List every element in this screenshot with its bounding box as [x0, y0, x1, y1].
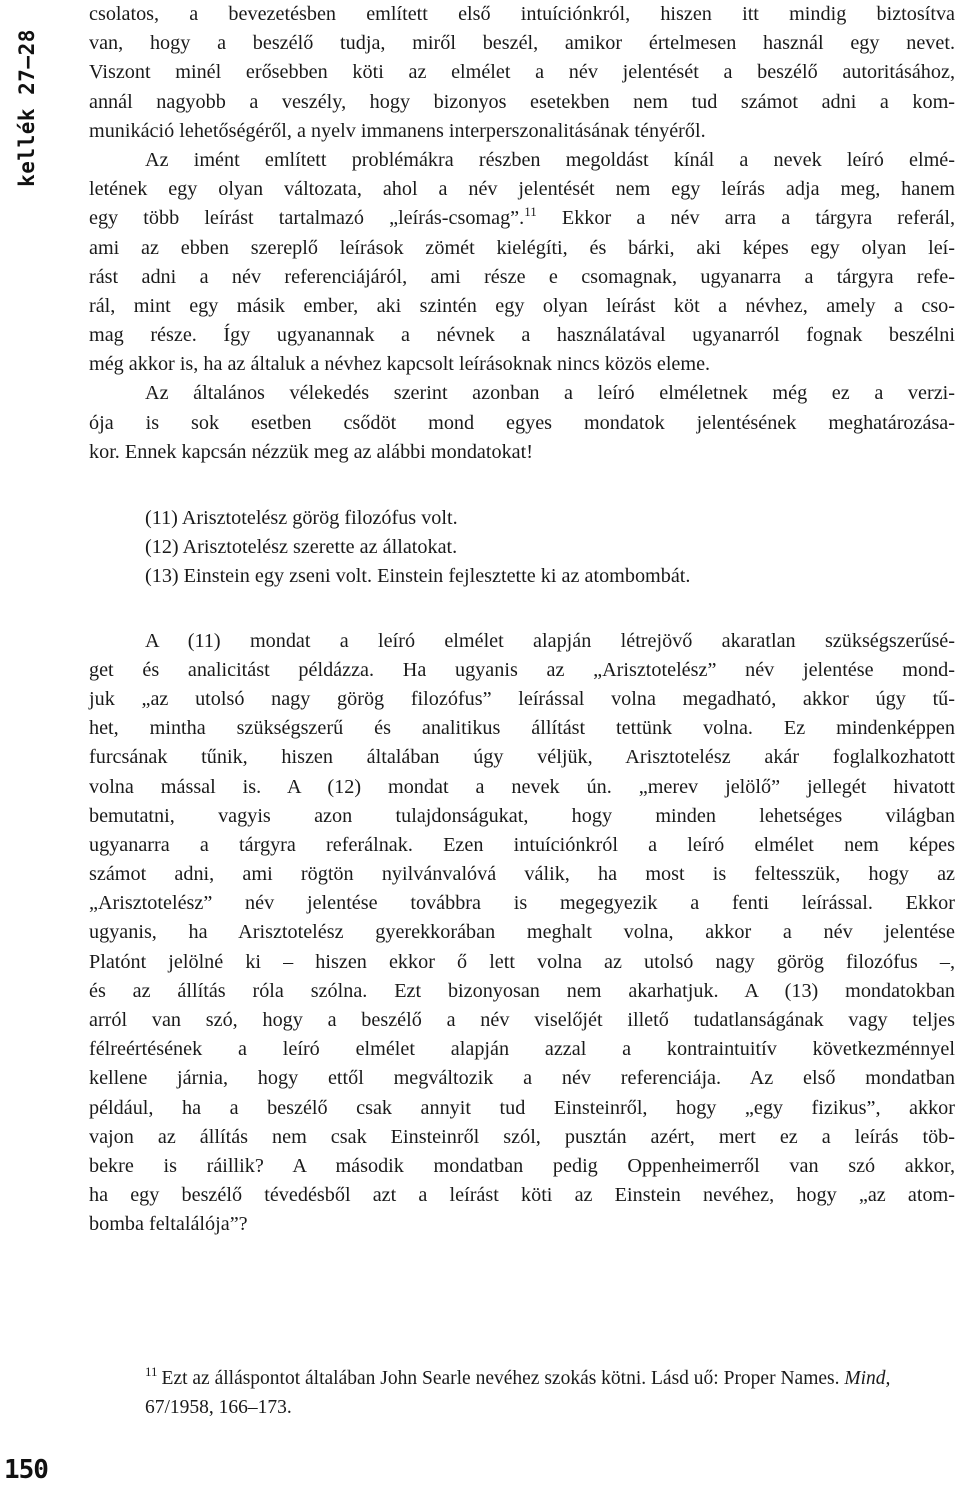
text-line: ugyanis, ha Arisztotelész gyerekkorában meghalt volna, akkor a név jelentése: [89, 921, 955, 944]
text-line: munikáció lehetőségéről, a nyelv immanens interperszonalitásának tényéről.: [89, 119, 706, 142]
text-line: félreértésének a leíró elmélet alapján azzal a kontraintuitív következménnyel: [89, 1038, 955, 1061]
text-line: A (11) mondat a leíró elmélet alapján létrejövő akaratlan szükségszerűsé-: [145, 629, 955, 652]
text-line: csolatos, a bevezetésben említett első intuíciónkról, hiszen itt mindig biztosítva: [89, 3, 955, 25]
text-line: Az általános vélekedés szerint azonban a leíró elméletnek még ez a verzi-: [145, 382, 955, 405]
text-line: furcsának tűnik, hiszen általában úgy véljük, Arisztotelész akár foglalkozhatott: [89, 746, 955, 769]
text-line: letének egy olyan változata, ahol a név jelentését nem egy leírás adja meg, hanem: [89, 178, 955, 201]
footnote-citation: 67/1958, 166–173.: [145, 1396, 292, 1418]
text-line: bekre is ráillik? A második mondatban pedig Oppenheimerről van szó akkor,: [89, 1154, 955, 1177]
example-12: (12) Arisztotelész szerette az állatokat.: [145, 536, 458, 559]
text-line: rást adni a név referenciájáról, ami része e csomagnak, ugyanarra a tárgyra refe-: [89, 265, 955, 288]
main-text: [89, 0, 955, 1240]
text-line: még akkor is, ha az általuk a névhez kapcsolt leírásoknak nincs közös eleme.: [89, 353, 711, 376]
text-line: Viszont minél erősebben köti az elmélet a név jelentését a beszélő autoritásához,: [89, 61, 955, 84]
text-line: Platónt jelölné ki – hiszen ekkor ő lett volna az utolsó nagy görög filozófus –,: [89, 950, 955, 973]
text-line: juk „az utolsó nagy görög filozófus” leírással volna megadható, akkor úgy tű-: [89, 687, 955, 710]
text-span: Ekkor a név arra a tárgyra referál,: [536, 207, 955, 230]
text-line: számot adni, ami rögtön nyilvánvalóvá válik, ha most is feltesszük, hogy az: [89, 863, 955, 886]
footnote-text: Ezt az álláspontot általában John Searle nevéhez szokás kötni. Lásd uő: Proper Names.: [161, 1368, 845, 1389]
text-line: ója is sok esetben csődöt mond egyes mondatok jelentésének meghatározása-: [89, 411, 955, 434]
example-13: (13) Einstein egy zseni volt. Einstein fejlesztette ki az atombombát.: [145, 565, 691, 588]
paragraph-2: [89, 146, 955, 380]
text-line-with-footnote: [89, 204, 955, 233]
text-line: Az imént említett problémákra részben megoldást kínál a nevek leíró elmé-: [145, 148, 955, 171]
paragraph-3: [89, 379, 955, 467]
text-line: „Arisztotelész” név jelentése továbbra is megegyezik a fenti leírással. Ekkor: [89, 892, 955, 915]
text-line: bemutatni, vagyis azon tulajdonságukat, hogy minden lehetséges világban: [89, 804, 955, 827]
journal-side-label: [12, 8, 42, 208]
footnote-number: 11: [145, 1364, 158, 1379]
text-line: arról van szó, hogy a beszélő a név viselőjét illető tudatlanságának vagy teljes: [89, 1009, 955, 1031]
text-line: bomba feltalálója”?: [89, 1213, 248, 1236]
text-line: ugyanarra a tárgyra referálnak. Ezen intuíciónkról a leíró elmélet nem képes: [89, 833, 955, 856]
paragraph-4: [89, 627, 955, 1240]
footnote-journal-title: Mind,: [844, 1368, 891, 1389]
text-line: ami az ebben szereplő leírások zömét kielégíti, és bárki, aki képes egy olyan leí-: [89, 236, 955, 259]
text-line: annál nagyobb a veszély, hogy bizonyos esetekben nem tud számot adni a kom-: [89, 90, 955, 113]
text-line: mag része. Így ugyanannak a névnek a használatával ugyanarról fognak beszélni: [89, 324, 955, 347]
text-line: például, ha a beszélő csak annyit tud Einsteinről, hogy „egy fizikus”, akkor: [89, 1096, 955, 1119]
text-line: és az állítás róla szólna. Ezt bizonyosan nem akarhatjuk. A (13) mondatokban: [89, 979, 955, 1002]
text-line: vajon az állítás nem csak Einsteinről szól, pusztán azért, mert ez a leírás töb-: [89, 1125, 955, 1148]
example-sentences: [89, 504, 955, 592]
text-line: het, mintha szükségszerű és analitikus állítást tettünk volna. Ez mindenképpen: [89, 717, 955, 740]
footnote-reference[interactable]: 11: [524, 204, 537, 220]
text-line: ha egy beszélő tévedésből azt a leírást köti az Einstein nevéhez, hogy „az atom-: [89, 1184, 955, 1207]
text-line: get és analicitást példázza. Ha ugyanis az „Arisztotelész” név jelentése mond-: [89, 658, 955, 681]
text-span: egy több leírást tartalmazó „leírás-csomag”.: [89, 207, 525, 230]
text-line: kor. Ennek kapcsán nézzük meg az alábbi mondatokat!: [89, 440, 533, 463]
journal-title: kellék 27–28: [15, 29, 39, 187]
example-11: (11) Arisztotelész görög filozófus volt.: [145, 507, 458, 529]
text-line: rál, mint egy másik ember, aki szintén egy olyan leírást köt a névhez, amely a cso-: [89, 294, 955, 317]
text-line: volna mással is. A (12) mondat a nevek ún. „merev jelölő” jellegét hivatott: [89, 775, 955, 798]
text-line: van, hogy a beszélő tudja, miről beszél, amikor értelmesen használ egy nevet.: [89, 32, 955, 55]
page-number: 150: [4, 1455, 48, 1485]
footnote-11: [145, 1365, 957, 1422]
paragraph-1: [89, 0, 955, 146]
text-line: kellene járnia, hogy ettől megváltozik a név referenciája. Az első mondatban: [89, 1067, 955, 1090]
